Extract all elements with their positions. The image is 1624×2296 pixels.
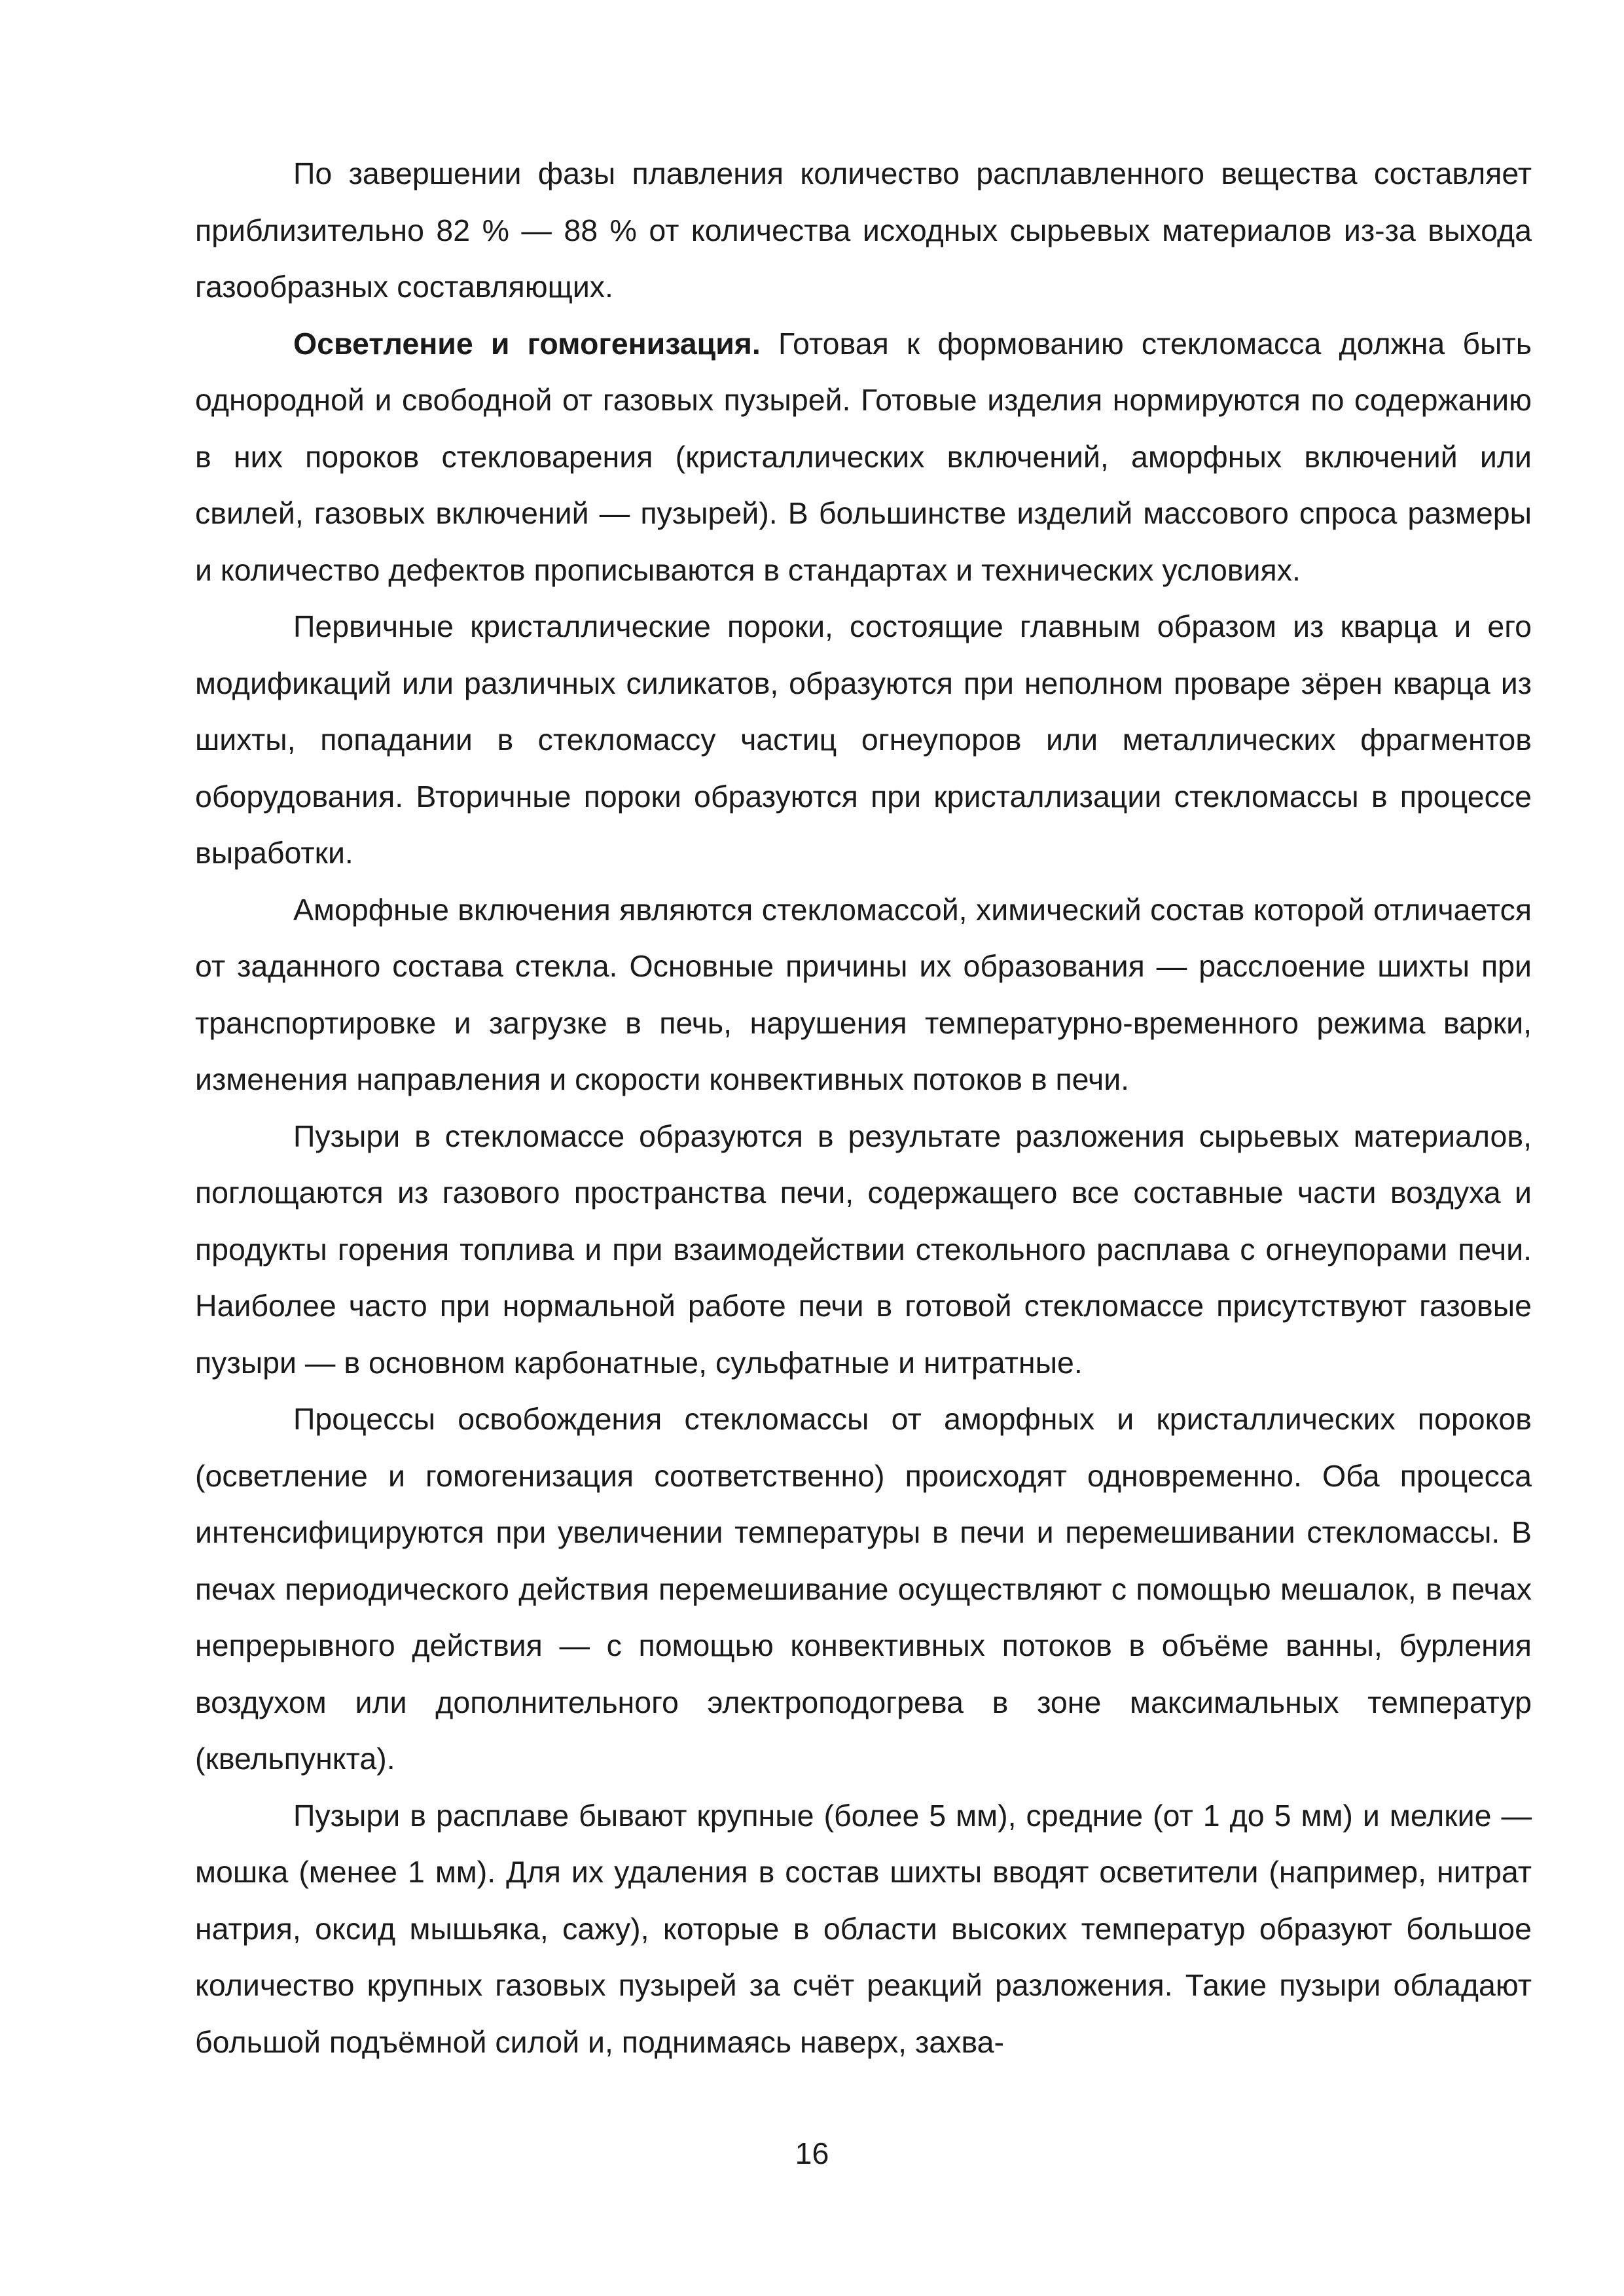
paragraph-text: Первичные кристаллические пороки, состоящие главным образом из кварца и его модификаций или различных силикатов, образуются при неполном проваре зёрен кварца из шихты, попадании в стекломассу частиц огнеупоров или металлических фрагментов оборудования. Вторичные пороки образуются при кристаллизации стекломассы в процессе выработки. [195,609,1532,870]
paragraph-text: Пузыри в расплаве бывают крупные (более 5 мм), средние (от 1 до 5 мм) и мелкие — мошка (менее 1 мм). Для их удаления в состав шихты вводят осветители (например, нитрат натрия, оксид мышьяка, сажу), которые в области высоких температур образуют большое количество крупных газовых пузырей за счёт реакций разложения. Такие пузыри обладают большой подъёмной силой и, поднимаясь наверх, захва- [195,1798,1532,2059]
paragraph [195,145,1532,315]
section-heading: Осветление и гомогенизация. [293,326,761,361]
paragraph-text: По завершении фазы плавления количество расплавленного вещества составляет приблизительно 82 % — 88 % от количества исходных сырьевых материалов из-за выхода газообразных составляющих. [195,156,1532,304]
paragraph [195,1108,1532,1391]
paragraph-text: Аморфные включения являются стекломассой, химический состав которой отличается от заданного состава стекла. Основные причины их образования — расслоение шихты при транспортировке и загрузке в печь, нарушения температурно-временного режима варки, изменения направления и скорости конвективных потоков в печи. [195,892,1532,1096]
paragraph [195,598,1532,882]
paragraph [195,1787,1532,2071]
paragraph-text: Готовая к формованию стекломасса должна быть однородной и свободной от газовых пузырей. Готовые изделия нормируются по содержанию в них пороков стекловарения (кристаллических включений, аморфных включений или свилей, газовых включений — пузырей). В большинстве изделий массового спроса размеры и количество дефектов прописываются в стандартах и технических условиях. [195,326,1532,587]
body-text [195,145,1532,2070]
paragraph [195,882,1532,1108]
paragraph-text: Пузыри в стекломассе образуются в результате разложения сырьевых материалов, поглощаются из газового пространства печи, содержащего все составные части воздуха и продукты горения топлива и при взаимодействии стекольного расплава с огнеупорами печи. Наиболее часто при нормальной работе печи в готовой стекломассе присутствуют газовые пузыри — в основном карбонатные, сульфатные и нитратные. [195,1119,1532,1380]
paragraph [195,1391,1532,1787]
paragraph [195,315,1532,599]
paragraph-text: Процессы освобождения стекломассы от аморфных и кристаллических пороков (осветление и гомогенизация соответственно) происходят одновременно. Оба процесса интенсифицируются при увеличении температуры в печи и перемешивании стекломассы. В печах периодического действия перемешивание осуществляют с помощью мешалок, в печах непрерывного действия — с помощью конвективных потоков в объёме ванны, бурления воздухом или дополнительного электроподогрева в зоне максимальных температур (квельпункта). [195,1402,1532,1776]
page-number: 16 [795,2136,829,2170]
